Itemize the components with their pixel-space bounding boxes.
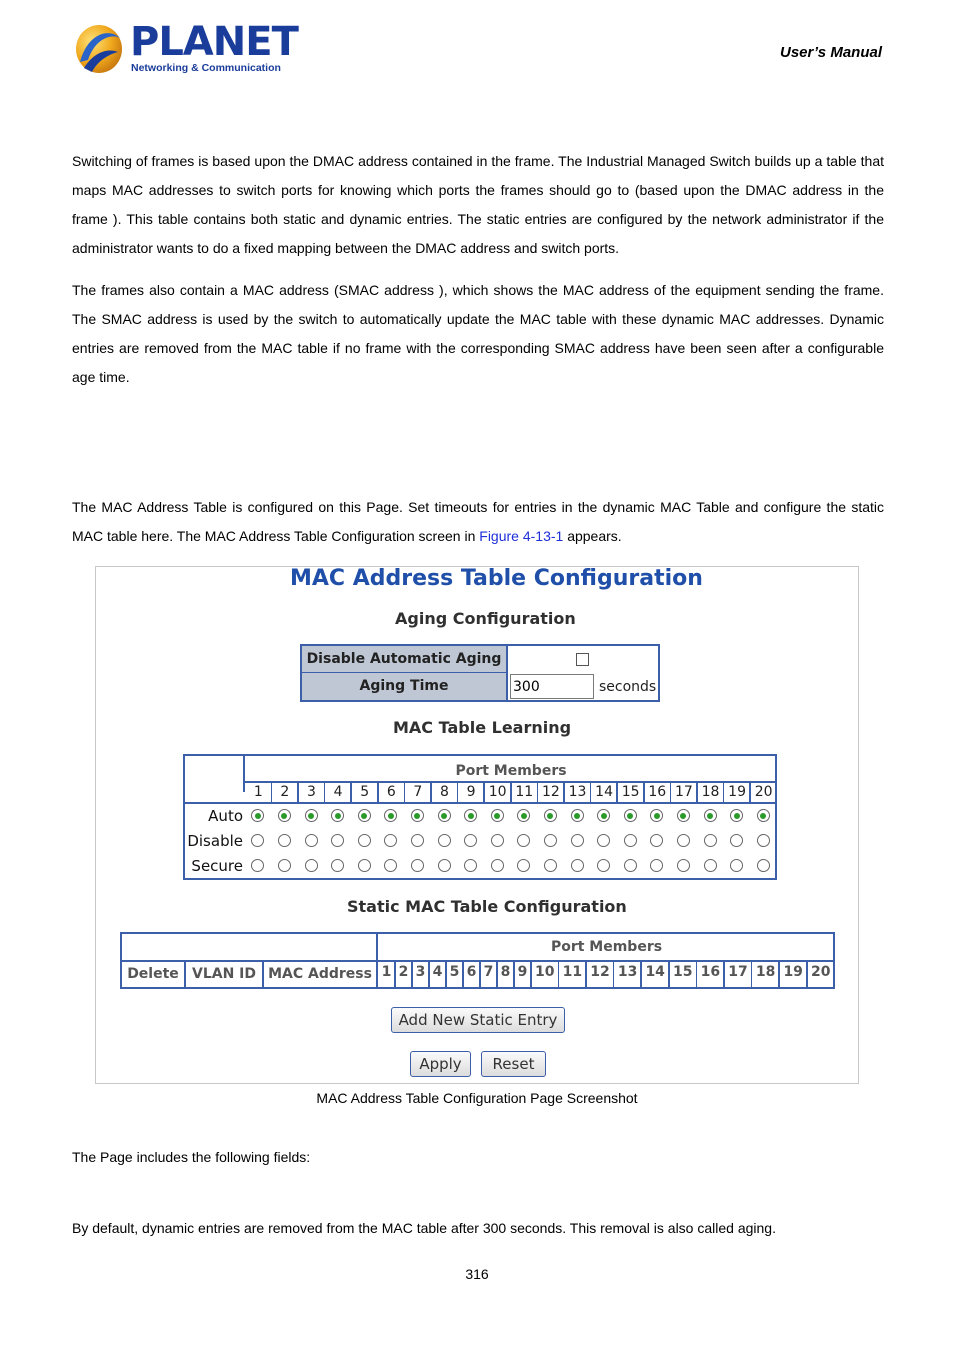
static-divider: [513, 962, 515, 987]
logo-wordmark: PLANET: [130, 19, 298, 65]
learning-divider: [537, 783, 539, 802]
static-heading: Static MAC Table Configuration: [347, 897, 627, 916]
static-port-header: 12: [590, 964, 610, 980]
learning-row-label: Secure: [191, 857, 243, 875]
reset-button[interactable]: Reset: [481, 1051, 546, 1077]
static-port-header: 4: [432, 964, 443, 980]
learning-radio[interactable]: [305, 859, 318, 872]
aging-heading: Aging Configuration: [395, 609, 576, 628]
static-divider: [411, 962, 413, 987]
learning-radio[interactable]: [411, 809, 424, 822]
logo-tagline: Networking & Communication: [131, 62, 281, 74]
aging-table: [300, 644, 660, 702]
learning-divider: [185, 802, 775, 804]
learning-radio[interactable]: [704, 834, 717, 847]
learning-radio[interactable]: [677, 859, 690, 872]
learning-radio[interactable]: [517, 809, 530, 822]
static-port-members-header: Port Members: [550, 939, 663, 955]
learning-radio[interactable]: [677, 809, 690, 822]
static-port-header: 20: [811, 964, 831, 980]
learning-divider: [670, 783, 672, 802]
static-port-header: 7: [483, 964, 494, 980]
intro-text-end: appears.: [563, 528, 622, 544]
column-vlan-id: VLAN ID: [191, 966, 256, 982]
static-table: [120, 932, 835, 989]
learning-radio[interactable]: [597, 809, 610, 822]
learning-port-header: 16: [648, 784, 667, 800]
static-port-header: 1: [381, 964, 392, 980]
paragraph-aging: By default, dynamic entries are removed from the MAC table after 300 seconds. This removal is also called aging.: [72, 1220, 776, 1236]
learning-radio[interactable]: [704, 859, 717, 872]
learning-radio[interactable]: [650, 859, 663, 872]
learning-divider: [483, 783, 485, 802]
learning-radio[interactable]: [464, 809, 477, 822]
learning-radio[interactable]: [491, 859, 504, 872]
learning-port-header: 15: [621, 784, 640, 800]
learning-radio[interactable]: [704, 809, 717, 822]
aging-time-label: Aging Time: [302, 673, 508, 700]
learning-radio[interactable]: [438, 834, 451, 847]
static-port-header: 19: [783, 964, 803, 980]
learning-radio[interactable]: [305, 834, 318, 847]
learning-radio[interactable]: [677, 834, 690, 847]
learning-radio[interactable]: [624, 859, 637, 872]
static-divider: [184, 962, 186, 987]
add-static-entry-button[interactable]: Add New Static Entry: [391, 1007, 565, 1033]
learning-radio[interactable]: [730, 859, 743, 872]
learning-port-header: 1: [253, 784, 263, 800]
learning-divider: [590, 783, 592, 802]
learning-port-header: 4: [333, 784, 343, 800]
learning-radio[interactable]: [251, 809, 264, 822]
learning-radio[interactable]: [384, 809, 397, 822]
static-port-header: 10: [535, 964, 555, 980]
aging-time-unit: seconds: [599, 679, 657, 695]
disable-aging-checkbox[interactable]: [576, 653, 589, 666]
figure-caption: MAC Address Table Configuration Page Screenshot: [316, 1090, 638, 1106]
figure-link[interactable]: Figure 4-13-1: [479, 528, 564, 544]
learning-port-header: 14: [595, 784, 613, 800]
learning-port-header: 10: [488, 784, 507, 800]
learning-port-members-header: Port Members: [455, 763, 567, 779]
learning-divider: [616, 783, 618, 802]
learning-radio[interactable]: [491, 809, 504, 822]
learning-radio[interactable]: [411, 859, 424, 872]
learning-divider: [510, 783, 512, 802]
paragraph-switching: Switching of frames is based upon the DMAC address contained in the frame. The Industrial Managed Switch builds up a table that maps MAC addresses to switch ports for knowing which ports the frames should go to (based upon the DMAC address in the frame ). This table contains both static and dynamic entries. The static entries are configured by the network administrator if the administrator wants to do a fixed mapping between the DMAC address and switch ports.: [72, 153, 884, 256]
learning-port-header: 9: [466, 784, 476, 800]
learning-divider: [749, 783, 751, 802]
learning-radio[interactable]: [624, 834, 637, 847]
static-port-header: 6: [466, 964, 477, 980]
learning-divider: [324, 783, 326, 802]
learning-port-header: 2: [280, 784, 290, 800]
static-port-header: 16: [700, 964, 721, 980]
disable-aging-label: Disable Automatic Aging: [302, 646, 508, 673]
learning-radio[interactable]: [571, 834, 584, 847]
static-port-header: 18: [755, 964, 776, 980]
learning-port-header: 20: [754, 784, 773, 800]
learning-radio[interactable]: [384, 859, 397, 872]
learning-radio[interactable]: [571, 859, 584, 872]
static-divider: [496, 962, 498, 987]
learning-radio[interactable]: [358, 834, 371, 847]
paragraph-fields: The Page includes the following fields:: [72, 1149, 311, 1165]
static-port-header: 15: [673, 964, 693, 980]
learning-radio[interactable]: [517, 834, 530, 847]
learning-divider: [430, 783, 432, 802]
learning-heading: MAC Table Learning: [393, 718, 572, 737]
learning-radio[interactable]: [331, 809, 344, 822]
learning-radio[interactable]: [757, 834, 770, 847]
learning-radio[interactable]: [384, 834, 397, 847]
learning-radio[interactable]: [544, 809, 557, 822]
learning-radio[interactable]: [491, 834, 504, 847]
learning-radio[interactable]: [757, 859, 770, 872]
learning-radio[interactable]: [571, 809, 584, 822]
static-divider: [585, 962, 587, 987]
learning-radio[interactable]: [650, 834, 663, 847]
static-divider: [428, 962, 430, 987]
static-divider: [530, 962, 532, 987]
static-port-header: 2: [398, 964, 409, 980]
planet-logo: [74, 19, 298, 76]
static-divider: [122, 960, 833, 962]
learning-port-header: 19: [728, 784, 746, 800]
learning-radio[interactable]: [730, 809, 743, 822]
learning-divider: [271, 783, 273, 802]
static-divider: [806, 962, 808, 987]
learning-radio[interactable]: [624, 809, 637, 822]
static-divider: [751, 962, 753, 987]
static-divider: [696, 962, 698, 987]
static-divider: [462, 962, 464, 987]
learning-divider: [563, 783, 565, 802]
config-title: MAC Address Table Configuration: [290, 566, 703, 591]
learning-divider: [404, 783, 406, 802]
learning-table: [183, 754, 777, 880]
static-divider: [778, 962, 780, 987]
learning-divider: [723, 783, 725, 802]
aging-time-input[interactable]: 300: [510, 674, 594, 699]
learning-radio[interactable]: [464, 859, 477, 872]
static-divider: [640, 962, 642, 987]
learning-radio[interactable]: [517, 859, 530, 872]
apply-button[interactable]: Apply: [410, 1051, 471, 1077]
static-port-header: 5: [449, 964, 460, 980]
learning-radio[interactable]: [438, 809, 451, 822]
learning-radio[interactable]: [411, 834, 424, 847]
static-port-header: 9: [517, 964, 528, 980]
learning-radio[interactable]: [331, 834, 344, 847]
learning-radio[interactable]: [278, 859, 291, 872]
learning-radio[interactable]: [438, 859, 451, 872]
learning-radio[interactable]: [278, 809, 291, 822]
static-port-header: 17: [728, 964, 748, 980]
learning-radio[interactable]: [331, 859, 344, 872]
learning-radio[interactable]: [544, 834, 557, 847]
static-port-header: 14: [645, 964, 665, 980]
learning-radio[interactable]: [305, 809, 318, 822]
learning-port-header: 3: [307, 784, 316, 800]
learning-port-header: 8: [440, 784, 449, 800]
globe-icon: [74, 22, 124, 76]
static-divider: [445, 962, 447, 987]
manual-title: User’s Manual: [780, 44, 882, 61]
learning-radio[interactable]: [278, 834, 291, 847]
learning-radio[interactable]: [251, 859, 264, 872]
column-mac-address: MAC Address: [268, 966, 372, 982]
learning-port-header: 11: [515, 784, 534, 800]
learning-port-header: 7: [413, 784, 423, 800]
learning-radio[interactable]: [464, 834, 477, 847]
static-port-header: 11: [562, 964, 583, 980]
column-delete: Delete: [127, 966, 179, 982]
learning-divider: [696, 783, 698, 802]
learning-divider: [297, 783, 299, 802]
learning-radio[interactable]: [358, 859, 371, 872]
static-port-header: 13: [617, 964, 638, 980]
learning-radio[interactable]: [358, 809, 371, 822]
learning-radio[interactable]: [597, 859, 610, 872]
learning-radio[interactable]: [730, 834, 743, 847]
static-port-header: 8: [500, 964, 511, 980]
learning-divider: [457, 783, 459, 802]
learning-divider: [643, 783, 645, 802]
static-divider: [668, 962, 670, 987]
learning-row-label: Disable: [187, 832, 243, 850]
learning-radio[interactable]: [757, 809, 770, 822]
page-number: 316: [465, 1266, 489, 1282]
learning-port-header: 13: [568, 784, 587, 800]
static-divider: [723, 962, 725, 987]
static-divider: [613, 962, 615, 987]
learning-port-header: 6: [386, 784, 396, 800]
static-divider: [262, 962, 264, 987]
learning-radio[interactable]: [650, 809, 663, 822]
learning-row-label: Auto: [208, 807, 243, 825]
learning-divider: [377, 783, 379, 802]
learning-port-header: 18: [701, 784, 720, 800]
paragraph-config-intro: [72, 493, 884, 551]
static-divider: [394, 962, 396, 987]
static-divider: [479, 962, 481, 987]
paragraph-smac: The frames also contain a MAC address (SMAC address ), which shows the MAC address of the equipment sending the frame. The SMAC address is used by the switch to automatically update the MAC table with these dynamic MAC addresses. Dynamic entries are removed from the MAC table if no frame with the corresponding SMAC address have been seen after a configurable age time.: [72, 282, 884, 385]
learning-radio[interactable]: [597, 834, 610, 847]
learning-port-header: 12: [541, 784, 560, 800]
intro-text: The MAC Address Table is configured on this Page. Set timeouts for entries in the dynamic MAC Table and configure the static MAC table here. The MAC Address Table Configuration screen in: [72, 499, 884, 544]
learning-radio[interactable]: [544, 859, 557, 872]
learning-radio[interactable]: [251, 834, 264, 847]
learning-port-header: 17: [674, 784, 693, 800]
static-port-header: 3: [415, 964, 426, 980]
learning-port-header: 5: [360, 784, 370, 800]
learning-divider: [350, 783, 352, 802]
static-divider: [558, 962, 560, 987]
